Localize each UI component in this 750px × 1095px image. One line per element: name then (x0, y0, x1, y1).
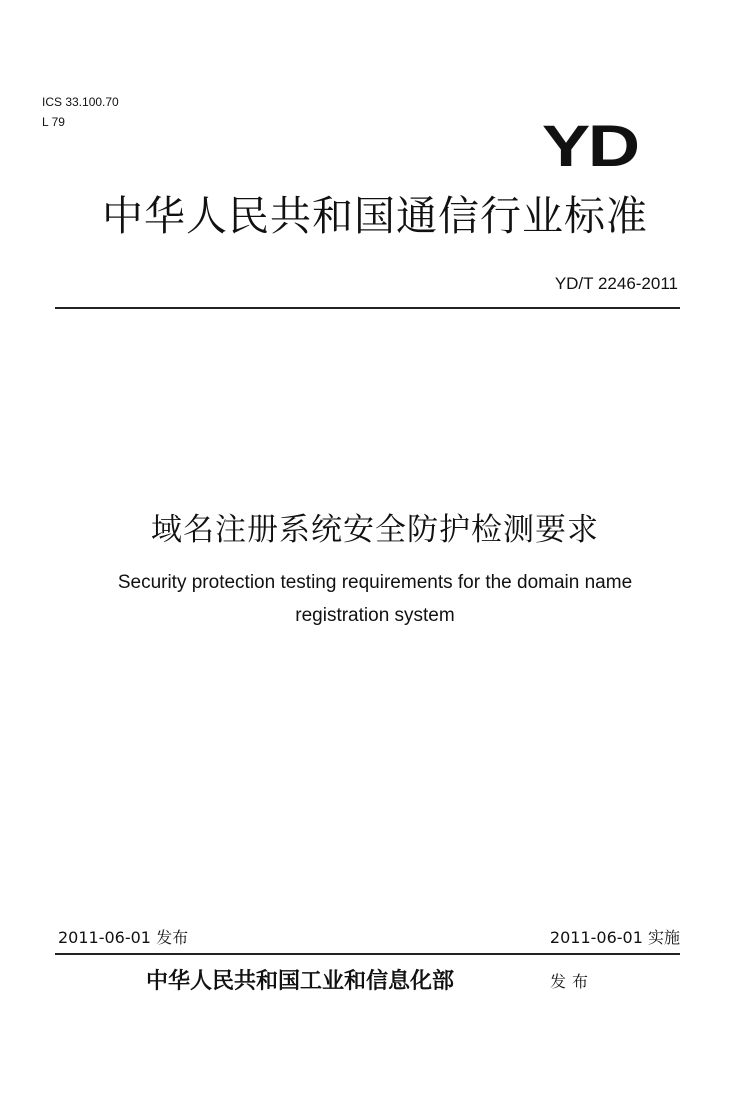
yd-logo: YD (542, 114, 638, 179)
standard-number: YD/T 2246-2011 (554, 274, 678, 293)
issue-date: 2011-06-01 发布 (58, 928, 189, 947)
ics-code: ICS 33.100.70 (42, 95, 119, 109)
ccs-code: L 79 (42, 115, 65, 129)
publisher-name: 中华人民共和国工业和信息化部 (146, 968, 455, 994)
top-divider (55, 307, 680, 309)
implementation-date: 2011-06-01 实施 (549, 928, 680, 947)
publish-label: 发布 (550, 972, 595, 991)
bottom-divider (55, 953, 680, 955)
national-standard-title: 中华人民共和国通信行业标准 (102, 192, 648, 240)
document-title-english-line1: Security protection testing requirements for the domain name (117, 572, 633, 593)
document-title-english-line2: registration system (295, 605, 455, 626)
document-title-chinese: 域名注册系统安全防护检测要求 (151, 512, 599, 548)
